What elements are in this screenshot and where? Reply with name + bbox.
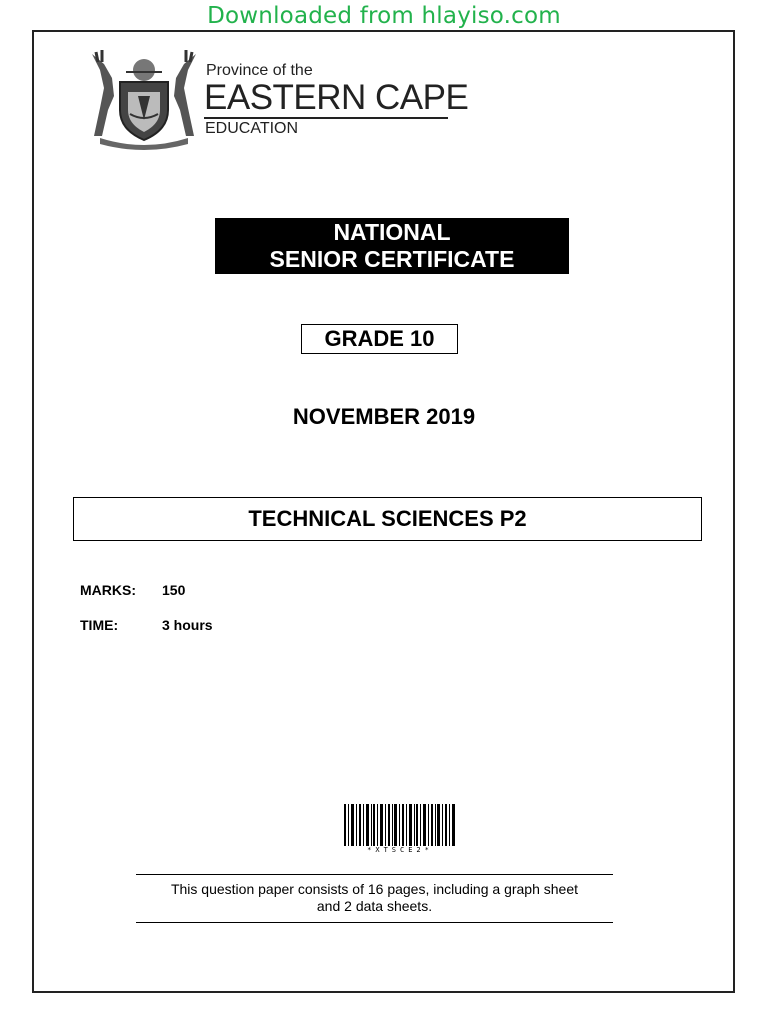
- barcode-icon: [344, 804, 456, 846]
- footer-line-1: This question paper consists of 16 pages, including a graph sheet: [170, 881, 579, 897]
- subject-title: TECHNICAL SCIENCES P2: [73, 497, 702, 541]
- time-value: 3 hours: [162, 617, 213, 633]
- marks-label: MARKS:: [80, 582, 136, 598]
- certificate-banner: [215, 218, 569, 274]
- footer-line-2: and 2 data sheets.: [316, 898, 433, 914]
- exam-date: NOVEMBER 2019: [292, 404, 476, 429]
- certificate-line-1: NATIONAL: [333, 219, 451, 245]
- watermark-link[interactable]: Downloaded from hlayiso.com: [207, 3, 561, 29]
- certificate-line-2: SENIOR CERTIFICATE: [269, 246, 515, 272]
- logo-underline: [204, 117, 448, 119]
- province-name: EASTERN CAPE: [204, 78, 469, 117]
- province-line: Province of the: [206, 62, 313, 79]
- marks-value: 150: [162, 582, 186, 598]
- coat-of-arms-icon: [86, 48, 202, 152]
- department-name: EDUCATION: [205, 120, 299, 137]
- grade-box: GRADE 10: [301, 324, 458, 354]
- footer-bottom-rule: [136, 922, 613, 923]
- footer-top-rule: [136, 874, 613, 875]
- footer-note: [136, 881, 613, 915]
- time-label: TIME:: [80, 617, 119, 633]
- barcode-text: *XTSCE2*: [367, 846, 433, 854]
